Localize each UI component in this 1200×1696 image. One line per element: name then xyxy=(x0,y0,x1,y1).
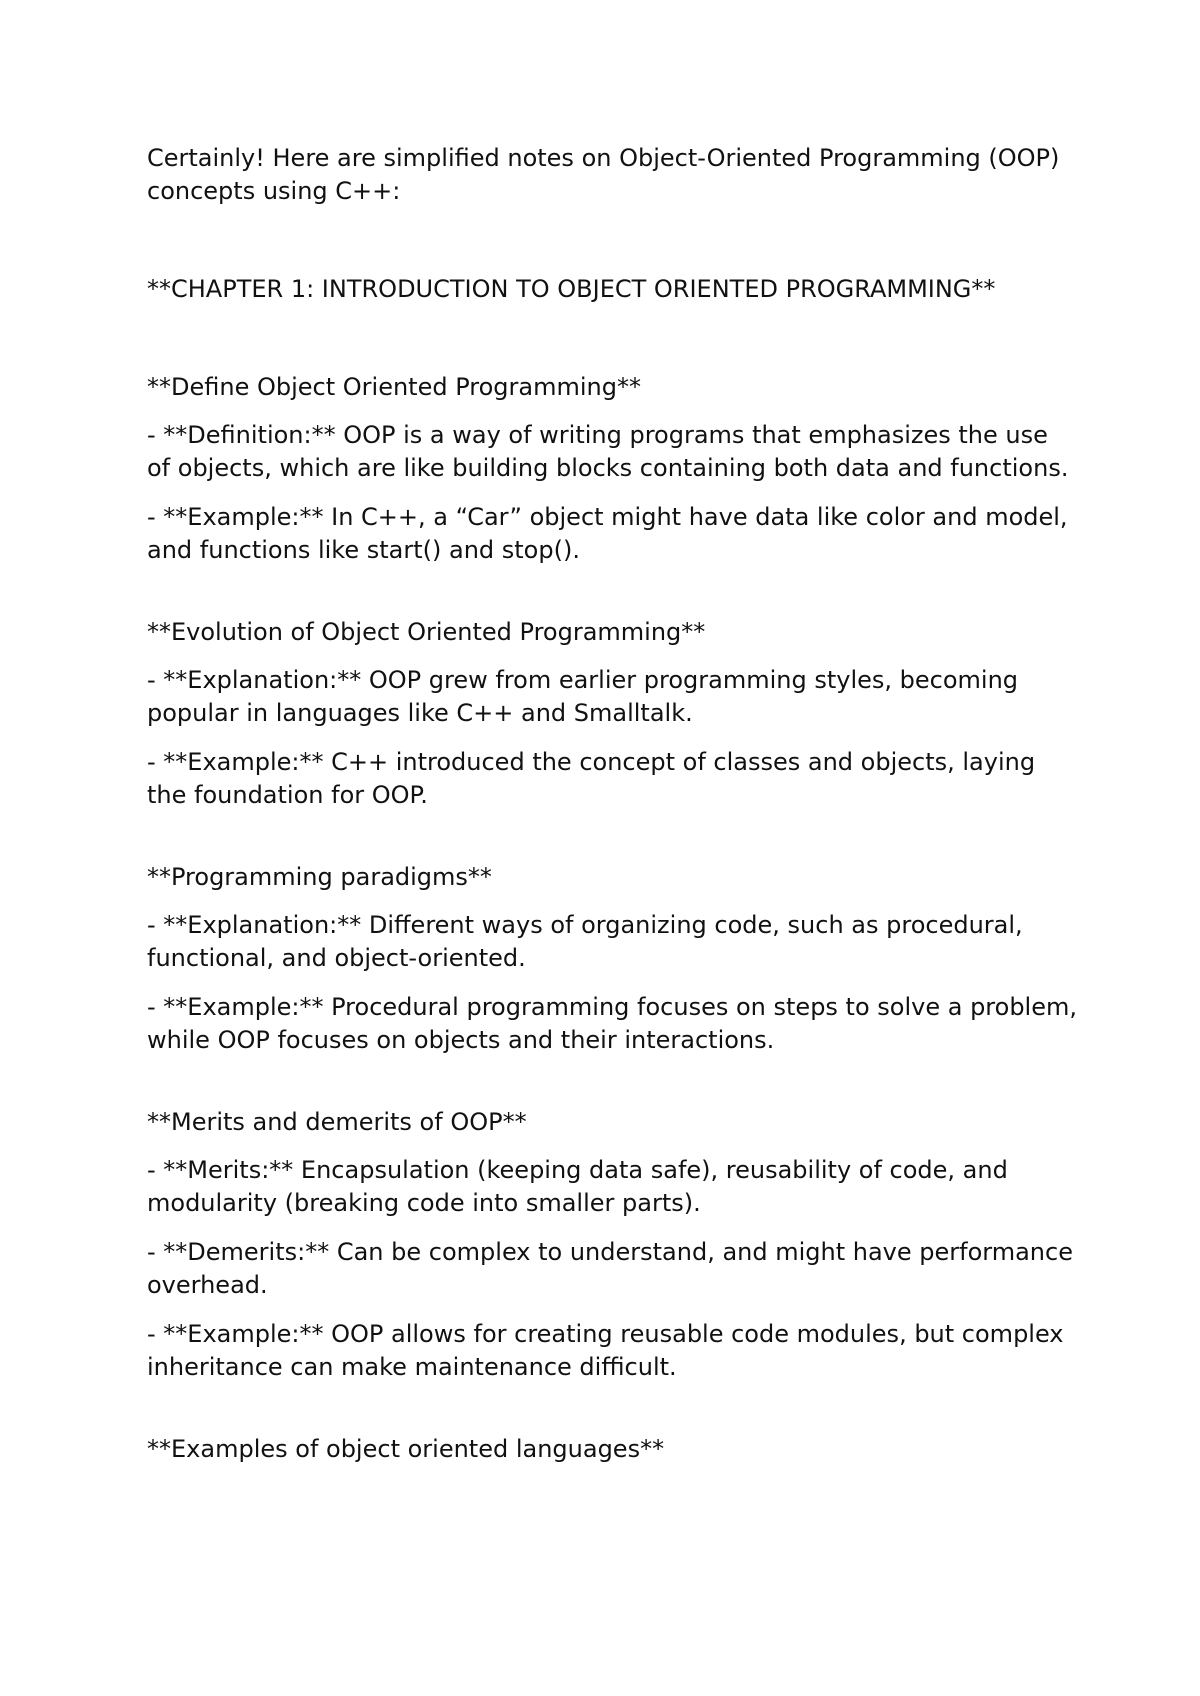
bullet-example: - **Example:** In C++, a “Car” object might have data like color and model, and functions like start() and stop(). xyxy=(147,503,1068,564)
bullet-example: - **Example:** Procedural programming focuses on steps to solve a problem, while OOP focuses on objects and their interactions. xyxy=(147,993,1077,1054)
section-heading: **Define Object Oriented Programming** xyxy=(147,373,641,401)
section-heading: **Merits and demerits of OOP** xyxy=(147,1108,527,1136)
section-heading: **Examples of object oriented languages** xyxy=(147,1435,665,1463)
bullet-example: - **Example:** C++ introduced the concept of classes and objects, laying the foundation for OOP. xyxy=(147,748,1036,809)
bullet-example: - **Example:** OOP allows for creating reusable code modules, but complex inheritance can make maintenance difficult. xyxy=(147,1320,1064,1381)
bullet-demerits: - **Demerits:** Can be complex to understand, and might have performance overhead. xyxy=(147,1238,1073,1299)
section-evolution-oop xyxy=(147,616,1077,812)
section-heading: **Evolution of Object Oriented Programming** xyxy=(147,618,706,646)
section-merits-demerits xyxy=(147,1106,1077,1384)
bullet-definition: - **Definition:** OOP is a way of writing programs that emphasizes the use of objects, which are like building blocks containing both data and functions. xyxy=(147,421,1069,482)
section-oop-languages xyxy=(147,1433,1077,1466)
bullet-explanation: - **Explanation:** OOP grew from earlier programming styles, becoming popular in languages like C++ and Smalltalk. xyxy=(147,666,1019,727)
section-heading: **Programming paradigms** xyxy=(147,863,492,891)
document-body xyxy=(147,142,1077,1515)
bullet-explanation: - **Explanation:** Different ways of organizing code, such as procedural, functional, and object-oriented. xyxy=(147,911,1023,972)
section-programming-paradigms xyxy=(147,861,1077,1057)
chapter-title: **CHAPTER 1: INTRODUCTION TO OBJECT ORIENTED PROGRAMMING** xyxy=(147,275,996,303)
intro-paragraph: Certainly! Here are simplified notes on Object-Oriented Programming (OOP) concepts using C++: xyxy=(147,144,1060,205)
bullet-merits: - **Merits:** Encapsulation (keeping data safe), reusability of code, and modularity (breaking code into smaller parts). xyxy=(147,1156,1008,1217)
section-define-oop xyxy=(147,371,1077,567)
